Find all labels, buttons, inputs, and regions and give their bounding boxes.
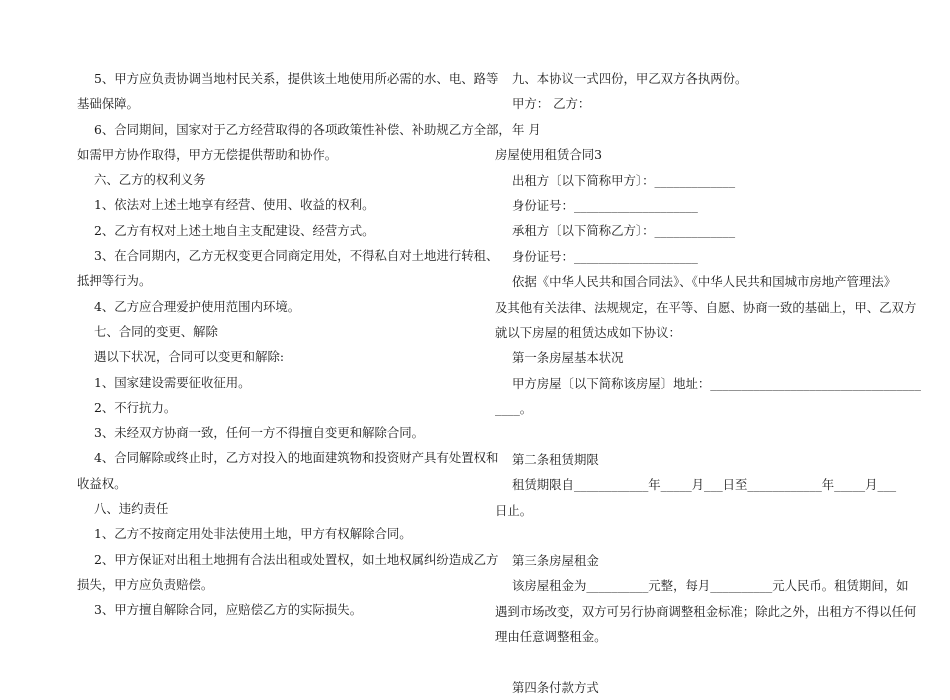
text-line: 八、违约责任 xyxy=(94,501,169,517)
text-line: 身份证号：____________________ xyxy=(512,198,698,214)
text-line: 理由任意调整租金。 xyxy=(495,629,607,645)
text-line: 5、甲方应负责协调当地村民关系，提供该土地使用所必需的水、电、路等 xyxy=(94,71,499,86)
text-line: 租赁期限自____________年_____月___日至____________年_____月___ xyxy=(512,477,897,493)
text-line: 及其他有关法律、法规规定，在平等、自愿、协商一致的基础上，甲、乙双方 xyxy=(495,299,917,315)
text-line: 4、合同解除或终止时，乙方对投入的地面建筑物和投资财产具有处置权和 xyxy=(94,450,499,466)
text-line: 第一条房屋基本状况 xyxy=(512,350,624,366)
text-line: 遇到市场改变，双方可另行协商调整租金标准；除此之外，出租方不得以任何 xyxy=(495,603,917,619)
text-line: 甲方房屋〔以下简称该房屋〕地址：__________________________________ xyxy=(512,375,921,391)
text-line: 2、乙方有权对上述土地自主支配建设、经营方式。 xyxy=(94,222,375,238)
text-line: 6、合同期间，国家对于乙方经营取得的各项政策性补偿、补助规乙方全部， xyxy=(94,121,511,137)
text-line: 第三条房屋租金 xyxy=(512,552,599,568)
text-line: 基础保障。 xyxy=(77,96,139,112)
text-line: 九、本协议一式四份，甲乙双方各执两份。 xyxy=(512,71,748,86)
text-line: 如需甲方协作取得，甲方无偿提供帮助和协作。 xyxy=(77,146,338,162)
text-line: 收益权。 xyxy=(77,475,127,491)
text-line: 1、依法对上述土地享有经营、使用、收益的权利。 xyxy=(94,197,375,213)
text-line: 2、不行抗力。 xyxy=(94,399,177,415)
right-column xyxy=(495,66,921,700)
text-line: 损失，甲方应负责赔偿。 xyxy=(77,576,214,592)
text-line: 就以下房屋的租赁达成如下协议： xyxy=(495,325,681,341)
text-line: 年 月 xyxy=(512,121,541,137)
text-line: 第四条付款方式 xyxy=(512,679,599,695)
text-line: 该房屋租金为__________元整，每月__________元人民币。租赁期间，如 xyxy=(512,578,909,594)
text-line: 4、乙方应合理爱护使用范围内环境。 xyxy=(94,298,301,314)
left-column xyxy=(77,66,511,623)
text-line: 3、未经双方协商一致，任何一方不得擅自变更和解除合同。 xyxy=(94,425,425,441)
text-line: 1、国家建设需要征收征用。 xyxy=(94,374,251,390)
text-line: 遇以下状况，合同可以变更和解除: xyxy=(94,349,285,365)
text-line: 第二条租赁期限 xyxy=(512,451,599,467)
text-line: 3、甲方擅自解除合同，应赔偿乙方的实际损失。 xyxy=(94,602,363,618)
text-line: 七、合同的变更、解除 xyxy=(94,323,218,339)
text-line: 依据《中华人民共和国合同法》、《中华人民共和国城市房地产管理法》 xyxy=(512,274,897,290)
paragraph-gap xyxy=(495,650,881,675)
text-line: 承租方〔以下简称乙方〕：_____________ xyxy=(512,223,736,239)
text-line: 六、乙方的权利义务 xyxy=(94,172,206,188)
text-line: 出租方〔以下简称甲方〕：_____________ xyxy=(512,172,736,188)
text-line: 房屋使用租赁合同3 xyxy=(495,147,603,163)
paragraph-gap xyxy=(495,523,881,548)
text-line: ____。 xyxy=(495,401,533,417)
text-line: 身份证号：____________________ xyxy=(512,248,698,264)
paragraph-gap xyxy=(495,422,881,447)
text-line: 日止。 xyxy=(495,502,533,518)
text-line: 甲方： 乙方： xyxy=(512,96,591,112)
text-line: 1、乙方不按商定用处非法使用土地，甲方有权解除合同。 xyxy=(94,526,412,542)
text-line: 2、甲方保证对出租土地拥有合法出租或处置权，如土地权属纠纷造成乙方 xyxy=(94,551,499,567)
text-line: 抵押等行为。 xyxy=(77,273,152,289)
text-line: 3、在合同期内，乙方无权变更合同商定用处，不得私自对土地进行转租、 xyxy=(94,248,499,264)
